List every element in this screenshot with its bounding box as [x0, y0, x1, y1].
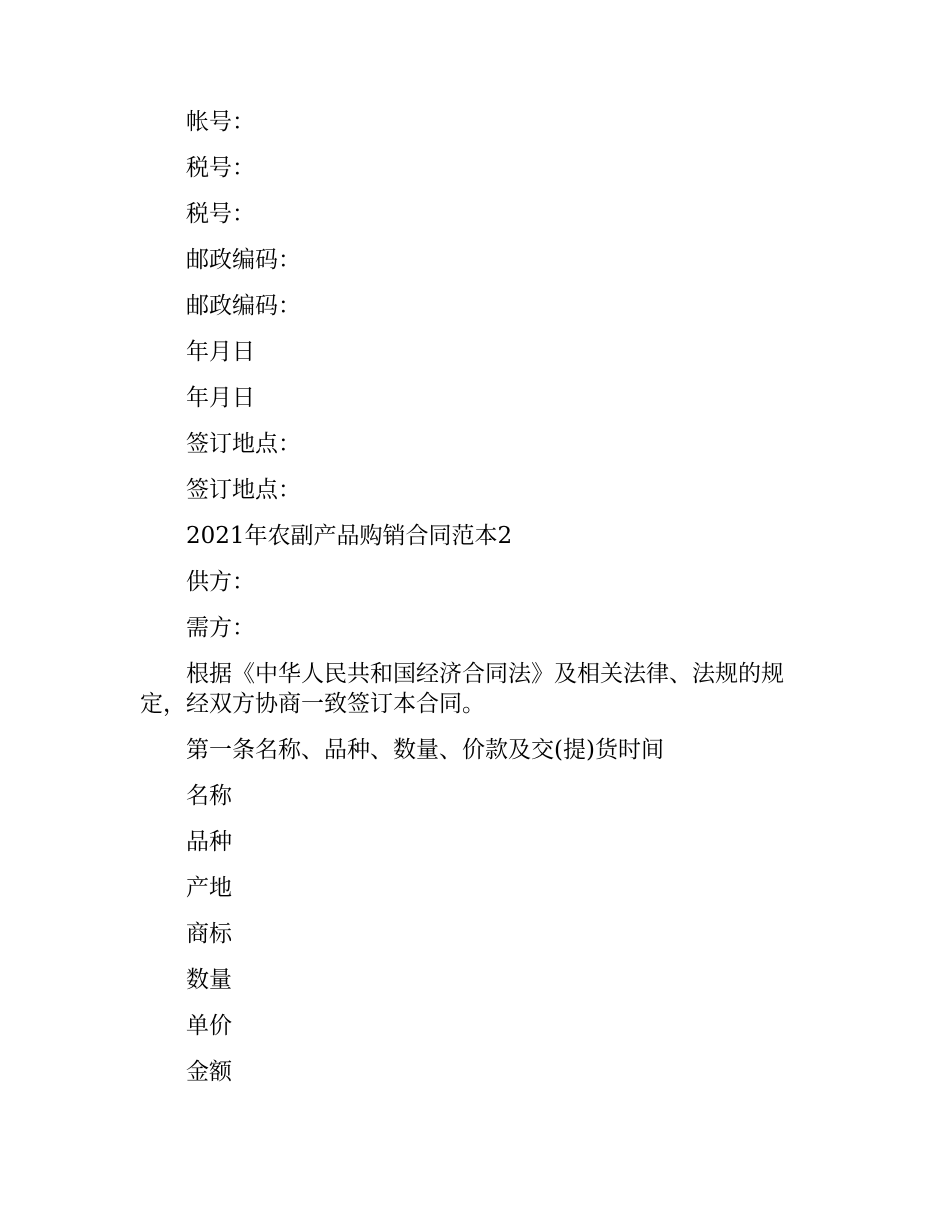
supplier-label: 供方： — [186, 569, 255, 595]
field-amount: 金额 — [186, 1059, 232, 1085]
postal-code-label: 邮政编码： — [186, 247, 301, 273]
field-name: 名称 — [186, 783, 232, 809]
contract-title: 2021年农副产品购销合同范本2 — [186, 523, 513, 549]
date-label: 年月日 — [186, 339, 255, 365]
postal-code-label: 邮政编码： — [186, 293, 301, 319]
tax-number-label: 税号： — [186, 155, 255, 181]
field-origin: 产地 — [186, 875, 232, 901]
field-quantity: 数量 — [186, 967, 232, 993]
article-one-heading: 第一条名称、品种、数量、价款及交(提)货时间 — [186, 737, 664, 763]
date-label: 年月日 — [186, 385, 255, 411]
signing-place-label: 签订地点： — [186, 431, 301, 457]
preamble-paragraph: 根据《中华人民共和国经济合同法》及相关法律、法规的规定，经双方协商一致签订本合同。 — [140, 661, 784, 717]
field-trademark: 商标 — [186, 921, 232, 947]
account-number-label: 帐号： — [186, 109, 255, 135]
field-unit-price: 单价 — [186, 1013, 232, 1039]
field-variety: 品种 — [186, 829, 232, 855]
buyer-label: 需方： — [186, 615, 255, 641]
tax-number-label: 税号： — [186, 201, 255, 227]
document-page — [140, 107, 810, 1103]
signing-place-label: 签订地点： — [186, 477, 301, 503]
